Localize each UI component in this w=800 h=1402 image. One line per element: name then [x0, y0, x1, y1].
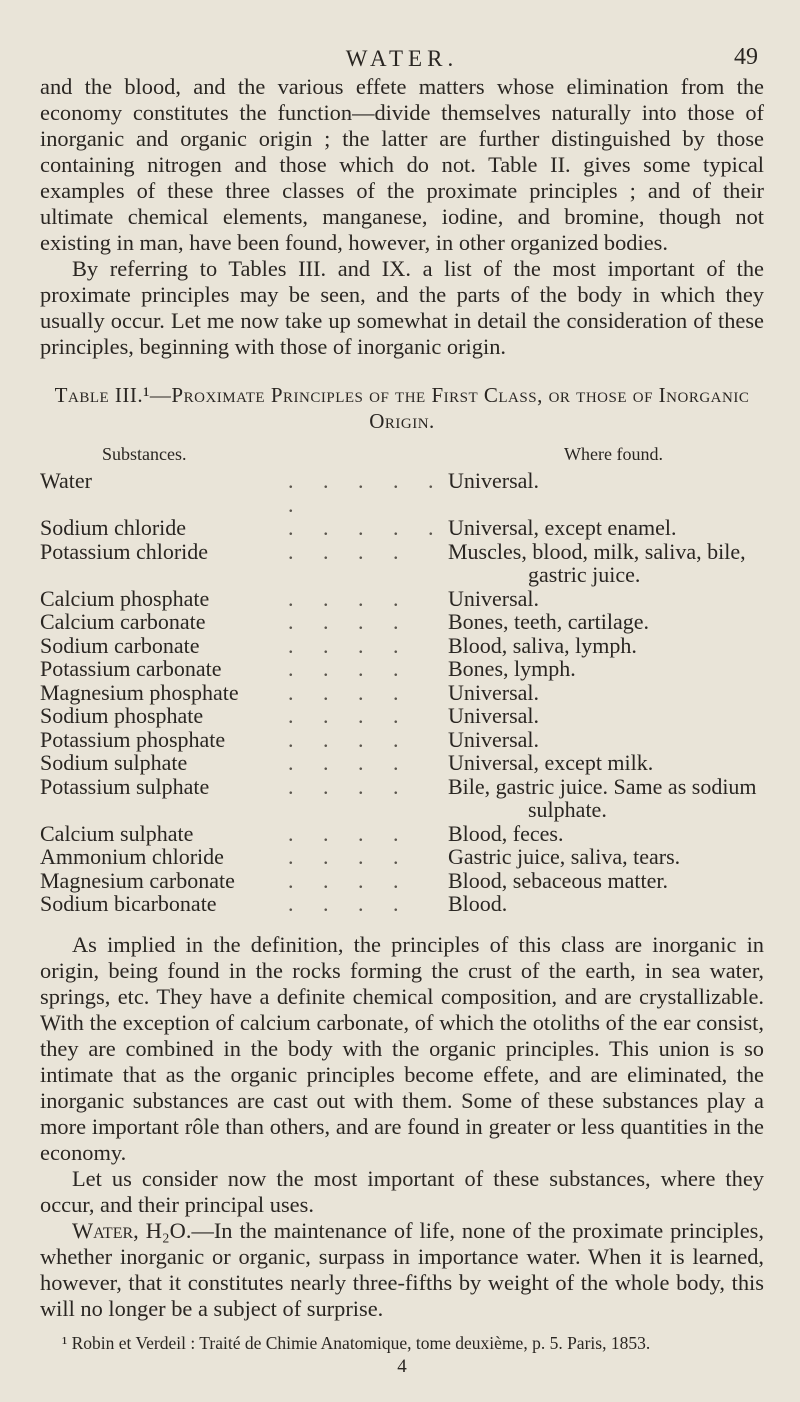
where-found-text: Universal, except enamel. [448, 515, 677, 540]
where-found-text: Blood, saliva, lymph. [448, 632, 637, 658]
where-found-text: Universal, except milk. [448, 750, 654, 775]
substance-cell: Potassium phosphate [40, 726, 226, 752]
table-row [40, 751, 764, 775]
table-row [40, 587, 764, 611]
paragraph-consider: Let us consider now the most important of these substances, where they occur, and their principal uses. [40, 1165, 764, 1217]
water-lead: Water, H₂O. [72, 1217, 192, 1243]
where-found-cell [446, 892, 764, 916]
substance-cell: Sodium bicarbonate [40, 891, 217, 916]
table-body [40, 469, 764, 916]
signature-mark: 4 [397, 1355, 407, 1377]
where-found-cell [446, 869, 764, 893]
where-found-text: Bones, teeth, cartilage. [448, 609, 649, 634]
paragraph-tables-reference: By referring to Tables III. and IX. a list of the most important of the proximate principles may be seen, and the parts of the body in which they usually occur. Let me now take up somewhat in detail the consideration of these principles, beginning with those of inorganic origin. [40, 256, 764, 359]
column-header-spacer [288, 444, 446, 469]
dot-leader: . . . . [288, 538, 411, 564]
substance-cell: Magnesium carbonate [40, 867, 235, 893]
where-found-text: Blood, sebaceous matter. [448, 867, 668, 893]
substance-cell: Potassium chloride [40, 538, 209, 564]
table-row [40, 822, 764, 846]
dot-leader: . . . . . [288, 515, 446, 540]
where-found-text: Bile, gastric juice. Same as sodium [448, 773, 757, 799]
table-row [40, 634, 764, 658]
where-found-text: Muscles, blood, milk, saliva, bile, [448, 538, 746, 564]
where-found-cell [446, 681, 764, 705]
paragraph-continuation: and the blood, and the various effete matters whose elimination from the economy constitutes the function—divide themselves naturally into those of inorganic and organic origin ; the latter are further distinguished by those containing nitrogen and those which do not. Table II. gives some typical examples of these three classes of the proximate principles ; and of their ultimate chemical elements, manganese, iodine, and bromine, though not existing in man, have been found, however, in other organized bodies. [40, 74, 764, 255]
where-found-cell [446, 469, 764, 516]
column-header-substances: Substances. [102, 444, 187, 464]
footnote: ¹ Robin et Verdeil : Traité de Chimie Anatomique, tome deuxième, p. 5. Paris, 1853. [62, 1332, 651, 1353]
where-found-cell [446, 657, 764, 681]
table-header-row [40, 444, 764, 469]
dot-leader: . . . . [288, 609, 411, 634]
table-row [40, 775, 764, 822]
substance-cell: Calcium phosphate [40, 585, 210, 611]
dot-leader: . . . . [288, 844, 411, 869]
table-row [40, 869, 764, 893]
where-found-cell [446, 516, 764, 540]
dot-leader: . . . . . . [288, 468, 446, 517]
running-head [40, 40, 764, 74]
substance-cell: Sodium chloride [40, 515, 187, 540]
where-found-text: Bones, lymph. [448, 656, 576, 681]
substance-cell: Ammonium chloride [40, 844, 224, 869]
where-found-cell [446, 634, 764, 658]
where-found-text: Universal. [448, 585, 540, 611]
where-found-text: Universal. [448, 468, 540, 493]
where-found-cell [446, 751, 764, 775]
where-found-text: Blood, feces. [448, 820, 564, 846]
where-found-cell [446, 610, 764, 634]
substance-cell: Potassium carbonate [40, 656, 222, 681]
where-found-cell [446, 587, 764, 611]
substance-cell: Calcium sulphate [40, 820, 194, 846]
table-row [40, 540, 764, 587]
dot-leader: . . . . [288, 867, 411, 893]
table-row [40, 845, 764, 869]
paragraph-definition: As implied in the definition, the principles of this class are inorganic in origin, being found in the rocks forming the crust of the earth, in sea water, springs, etc. They have a definite chemical composition, and are crystallizable. With the exception of calcium carbonate, of which the otoliths of the ear consist, they are combined in the body with the organic principles. This union is so intimate that as the organic principles become effete, and are eliminated, the inorganic substances are cast out with them. Some of these substances play a more important rôle than others, and are found in greater or less quantities in the economy. [40, 931, 764, 1165]
where-found-cell [446, 540, 764, 587]
where-found-cell [446, 845, 764, 869]
where-found-text: Blood. [448, 891, 508, 916]
substance-cell: Sodium carbonate [40, 632, 200, 658]
where-found-cell [446, 704, 764, 728]
table-row [40, 681, 764, 705]
column-header-where-found: Where found. [564, 444, 663, 464]
where-found-cell [446, 728, 764, 752]
substance-cell: Sodium sulphate [40, 750, 188, 775]
table-row [40, 728, 764, 752]
paragraph-water [40, 1218, 764, 1322]
where-found-continuation: gastric juice. [528, 562, 641, 587]
table-row [40, 892, 764, 916]
table-caption: Table III.¹—Proximate Principles of the First Class, or those of Inorganic Origin. [54, 383, 750, 433]
substance-cell: Magnesium phosphate [40, 679, 239, 705]
substance-cell: Water [40, 468, 92, 493]
table-row [40, 704, 764, 728]
dot-leader: . . . . [288, 750, 411, 775]
running-title: WATER. [345, 46, 459, 71]
dot-leader: . . . . [288, 656, 411, 681]
proximate-principles-table [40, 444, 764, 916]
table-row [40, 469, 764, 516]
water-text: —In the maintenance of life, none of the proximate principles, whether inorganic or organic, surpass in importance water. When it is learned, however, that it constitutes nearly three-fifths by weight of the whole body, this will no longer be a subject of surprise. [40, 1217, 764, 1321]
where-found-text: Universal. [448, 679, 540, 705]
dot-leader: . . . . [288, 585, 411, 611]
substance-cell: Sodium phosphate [40, 703, 204, 728]
where-found-cell [446, 775, 764, 822]
where-found-text: Universal. [448, 703, 540, 728]
where-found-continuation: sulphate. [528, 797, 607, 822]
where-found-cell [446, 822, 764, 846]
table-row [40, 516, 764, 540]
where-found-text: Universal. [448, 726, 540, 752]
page-number: 49 [734, 44, 758, 70]
dot-leader: . . . . [288, 726, 411, 752]
substance-cell: Calcium carbonate [40, 609, 206, 634]
substance-cell: Potassium sulphate [40, 773, 210, 799]
dot-leader: . . . . [288, 820, 411, 846]
dot-leader: . . . . [288, 703, 411, 728]
where-found-text: Gastric juice, saliva, tears. [448, 844, 681, 869]
dot-leader: . . . . [288, 632, 411, 658]
dot-leader: . . . . [288, 891, 411, 916]
table-row [40, 610, 764, 634]
dot-leader: . . . . [288, 679, 411, 705]
table-row [40, 657, 764, 681]
dot-leader: . . . . [288, 773, 411, 799]
